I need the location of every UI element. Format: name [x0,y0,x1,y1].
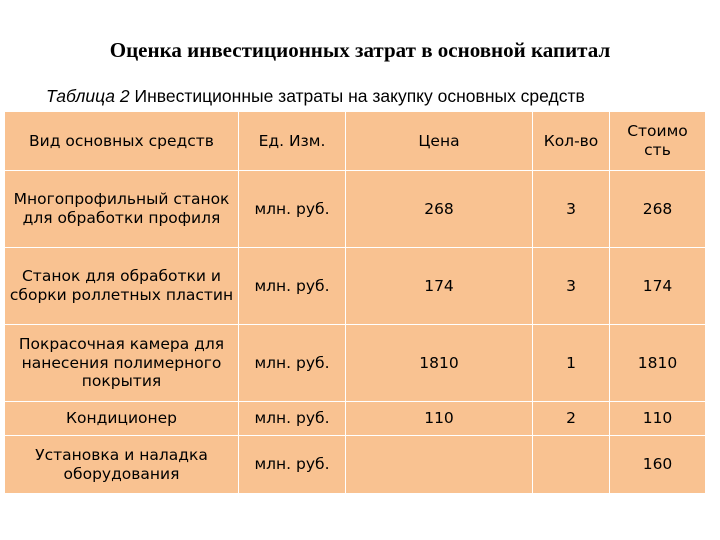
cell-cost: 268 [610,171,706,248]
cell-cost: 1810 [610,325,706,402]
cell-quantity: 3 [533,171,610,248]
table-header-row [5,112,706,171]
header-asset-type: Вид основных средств [5,112,239,171]
header-price: Цена [346,112,533,171]
cell-quantity: 2 [533,402,610,436]
table-caption-text: Инвестиционные затраты на закупку основных средств [134,86,585,106]
cell-cost: 174 [610,248,706,325]
cell-quantity: 1 [533,325,610,402]
cell-price: 1810 [346,325,533,402]
table-row [5,171,706,248]
table-row [5,436,706,494]
table-row [5,402,706,436]
table-caption-label: Таблица 2 [46,86,130,106]
table-caption [46,86,716,107]
cell-quantity: 3 [533,248,610,325]
investment-table [4,111,706,494]
cell-asset-type: Многопрофильный станок для обработки профиля [5,171,239,248]
header-quantity: Кол-во [533,112,610,171]
cell-quantity [533,436,610,494]
cell-asset-type: Станок для обработки и сборки роллетных пластин [5,248,239,325]
cell-cost: 160 [610,436,706,494]
table-row [5,325,706,402]
cell-unit: млн. руб. [239,402,346,436]
cell-price: 174 [346,248,533,325]
page-title: Оценка инвестиционных затрат в основной капитал [109,38,611,62]
header-cost: Стоимо сть [610,112,706,171]
cell-price: 110 [346,402,533,436]
cell-asset-type: Кондиционер [5,402,239,436]
cell-unit: млн. руб. [239,171,346,248]
cell-unit: млн. руб. [239,436,346,494]
header-unit: Ед. Изм. [239,112,346,171]
cell-cost: 110 [610,402,706,436]
cell-price [346,436,533,494]
cell-unit: млн. руб. [239,248,346,325]
table-row [5,248,706,325]
cell-asset-type: Покрасочная камера для нанесения полимерного покрытия [5,325,239,402]
cell-asset-type: Установка и наладка оборудования [5,436,239,494]
cell-price: 268 [346,171,533,248]
cell-unit: млн. руб. [239,325,346,402]
